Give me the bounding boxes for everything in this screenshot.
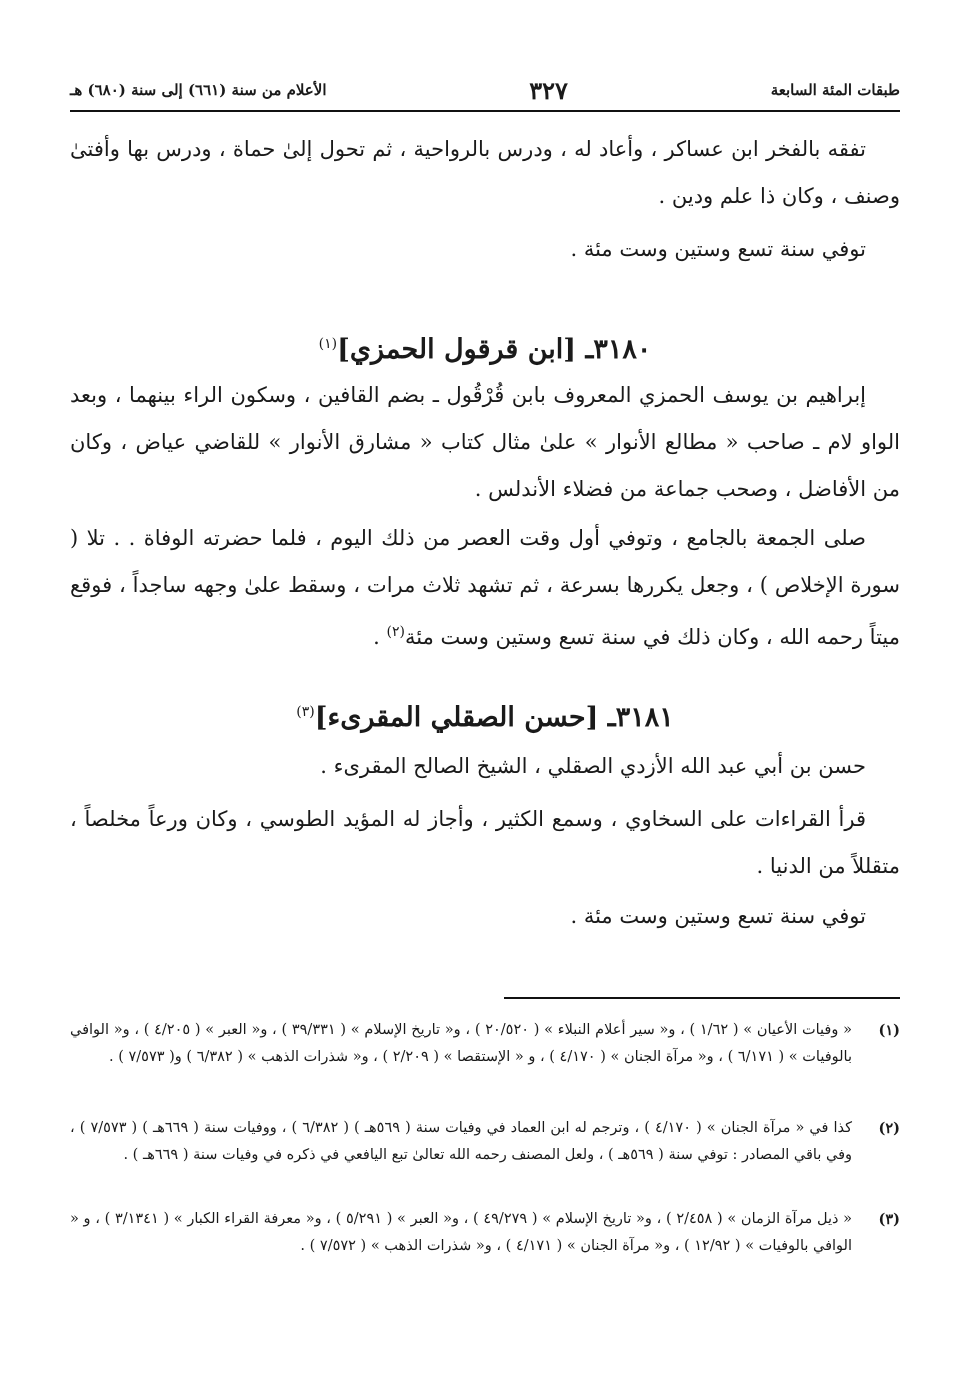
header-rule: [70, 110, 900, 112]
page-number: ٣٢٧: [529, 75, 568, 105]
footnote-3-text: « ذيل مرآة الزمان » ( ٢/٤٥٨ ) ، و« تاريخ الإسلام » ( ٤٩/٢٧٩ ) ، و« العبر » ( ٥/٢٩١ ) ، و« معرفة القراء الكبار » ( ٣/١٣٤١ ) ، و « الوافي بالوفيات » ( ١٢/٩٢ ) ، و« مرآة الجنان » ( ٤/١٧١ ) ، و« شذرات الذهب » ( ٧/٥٧٢ ) .: [70, 1211, 852, 1254]
footnote-3: [70, 1206, 900, 1260]
intro-paragraph-1: تفقه بالفخر ابن عساكر ، وأعاد له ، ودرس بالرواحية ، ثم تحول إلىٰ حماة ، ودرس بها وأفتىٰ وصنف ، وكان ذا علم ودين .: [70, 137, 900, 208]
entry-3180-paragraph-2-text: صلى الجمعة بالجامع ، وتوفي أول وقت العصر من ذلك اليوم ، فلما حضرته الوفاة . . تلا ( سورة الإخلاص ) ، وجعل يكررها بسرعة ، ثم تشهد ثلاث مرات ، وسقط علىٰ وجهه ساجداً ، فوقع ميتاً رحمه الله ، وكان ذلك في سنة تسع وستين وست مئة: [70, 526, 900, 649]
entry-3181-title: ٣١٨١ـ [حسن الصقلي المقرىء]: [314, 702, 674, 733]
footnote-2-number: (٢): [878, 1120, 900, 1137]
entry-3181-paragraph-3: توفي سنة تسع وستين وست مئة .: [570, 904, 866, 928]
entry-3181-heading: [70, 690, 900, 740]
footnote-ref-2: (٢): [386, 624, 405, 640]
footnote-1: [70, 1017, 900, 1071]
footnote-ref-1: (١): [318, 336, 338, 352]
entry-3181-paragraph-1: حسن بن أبي عبد الله الأزدي الصقلي ، الشيخ الصالح المقرىء .: [320, 754, 866, 778]
entry-3181-paragraph-2: قرأ القراءات على السخاوي ، وسمع الكثير ، وأجاز له المؤيد الطوسي ، وكان ورعاً مخلصاً ، متقللاً من الدنيا .: [70, 807, 900, 878]
footnote-1-number: (١): [878, 1022, 900, 1039]
header-section-title: طبقات المئة السابعة: [770, 81, 900, 99]
footnote-separator: [504, 997, 900, 999]
footnote-1-text: « وفيات الأعيان » ( ١/٦٢ ) ، و« سير أعلام النبلاء » ( ٢٠/٥٢٠ ) ، و« تاريخ الإسلام » ( ٣٩/٣٣١ ) ، و« العبر » ( ٤/٢٠٥ ) ، و« الوافي بالوفيات » ( ٦/١٧١ ) ، و« مرآة الجنان » ( ٤/١٧٠ ) ، و « الإستقصا » ( ٢/٢٠٩ ) ، و« شذرات الذهب » ( ٦/٣٨٢ ) و( ٧/٥٧٣ ) .: [70, 1022, 852, 1065]
footnote-3-number: (٣): [878, 1211, 900, 1228]
footnote-2-text: كذا في « مرآة الجنان » ( ٤/١٧٠ ) ، وترجم له ابن العماد في وفيات سنة ( ٥٦٩هـ ) ( ٦/٣٨٢ ) ، ووفيات سنة ( ٦٦٩هـ ) ( ٧/٥٧٣ ) ، وفي باقي المصادر : توفي سنة ( ٥٦٩هـ ) ، ولعل المصنف رحمه الله تعالىٰ تبع اليافعي في ذكره في وفيات سنة ( ٦٦٩هـ ) .: [70, 1120, 852, 1163]
intro-paragraph-2: توفي سنة تسع وستين وست مئة .: [570, 237, 866, 261]
header-range-title: الأعلام من سنة (٦٦١) إلى سنة (٦٨٠) هـ: [70, 81, 327, 99]
footnote-2: [70, 1115, 900, 1169]
entry-3180-heading: [70, 322, 900, 372]
book-page: [70, 0, 900, 1391]
footnote-ref-3: (٣): [296, 704, 315, 720]
entry-3180-paragraph-1: إبراهيم بن يوسف الحمزي المعروف بابن قُرْقُول ـ بضم القافين ، وسكون الراء بينهما ، وبعد الواو لام ـ صاحب « مطالع الأنوار » علىٰ مثال كتاب « مشارق الأنوار » للقاضي عياض ، وكان من الأفاضل ، وصحب جماعة من فضلاء الأندلس .: [70, 383, 900, 501]
entry-3180-title: ٣١٨٠ـ [ابن قرقول الحمزي]: [337, 334, 652, 365]
running-header: [70, 74, 900, 106]
entry-3180-paragraph-2-end: .: [373, 625, 387, 649]
entry-3180-paragraph-2: [70, 515, 900, 661]
